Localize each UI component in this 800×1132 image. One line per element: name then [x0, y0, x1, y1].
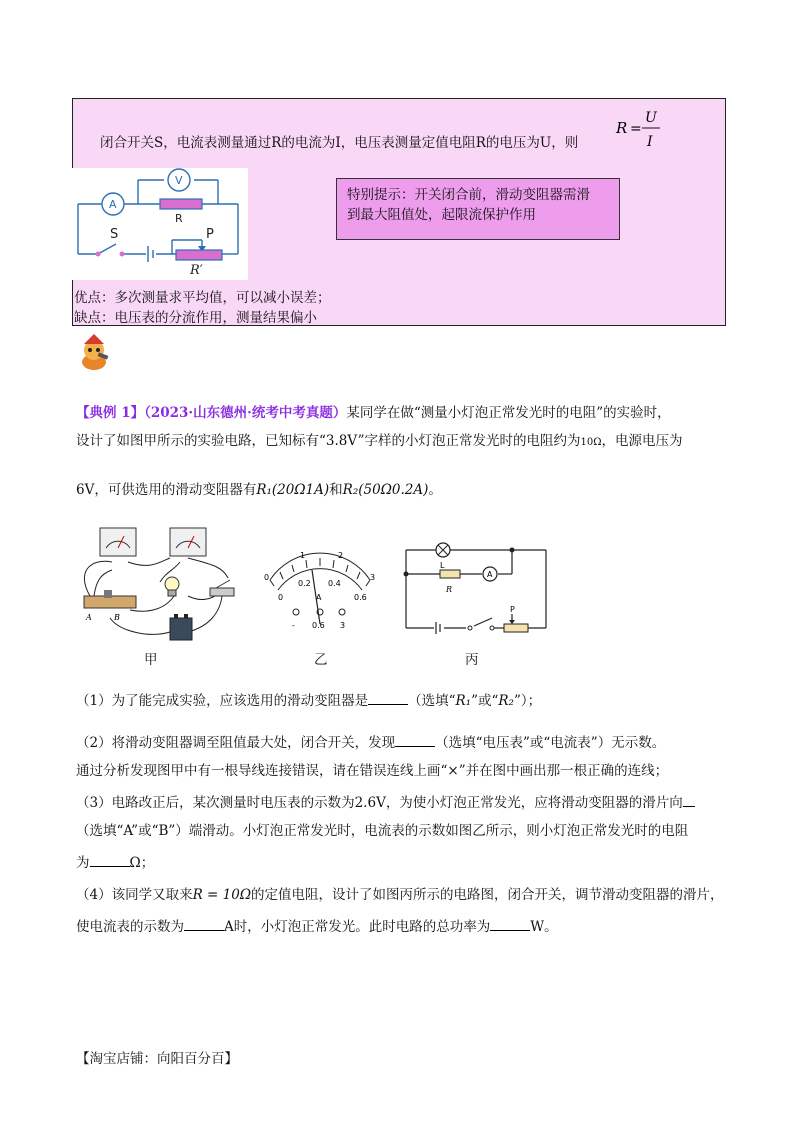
q4-current-blank[interactable] — [184, 916, 224, 931]
q2-answer-blank[interactable] — [395, 732, 435, 747]
terminal-b-label: B — [114, 613, 120, 622]
ammeter-c-label: A — [487, 570, 493, 579]
q1-option-r2: R₂ — [498, 693, 514, 709]
example-line1: 某同学在做“测量小灯泡正常发光时的电阻”的实验时， — [346, 405, 671, 421]
example-line3d: 。 — [428, 482, 442, 498]
scale-bottom-0: 0 — [278, 593, 284, 602]
example-line2a: 设计了如图甲所示的实验电路，已知标有“ — [76, 433, 326, 449]
scale-top-3: 3 — [370, 573, 376, 582]
footer-shop: 【淘宝店铺：向阳百分百】 — [76, 1051, 238, 1067]
rheostat-r2: R₂(50Ω0.2A) — [342, 482, 429, 498]
pros-text: 优点：多次测量求平均值，可以减小误差； — [74, 290, 331, 306]
scale-top-1: 1 — [300, 551, 306, 560]
figure-b-ammeter-dial — [256, 550, 384, 634]
scale-bottom-1: 0.2 — [298, 579, 311, 588]
resistor-r-symbol — [440, 570, 460, 578]
meter-unit: A — [316, 593, 322, 602]
scale-top-0: 0 — [264, 573, 270, 582]
figure-a-physical-circuit — [70, 522, 240, 646]
switch-label: S — [110, 227, 119, 242]
q4-text-d: A时，小灯泡正常发光。此时电路的总功率为 — [224, 919, 491, 935]
resistor-symbol — [160, 199, 202, 209]
q4-text-c: 使电流表的示数为 — [76, 919, 184, 935]
scale-bottom-3: 0.6 — [354, 593, 367, 602]
fig-label-c: 丙 — [465, 652, 479, 668]
q3-direction-blank[interactable] — [683, 792, 695, 807]
tip-line-2: 到最大阻值处，起限流保护作用 — [347, 207, 536, 223]
example-line2c: ，电源电压为 — [601, 433, 683, 449]
supply-voltage: 6V — [76, 482, 95, 498]
q3-text-a: （3）电路改正后，某次测量时电压表的示数为 — [76, 795, 355, 811]
q3-text-b: ，为使小灯泡正常发光，应将滑动变阻器的滑片向 — [385, 795, 683, 811]
q4-text-b: 的定值电阻，设计了如图丙所示的电路图，闭合开关，调节滑动变阻器的滑片， — [251, 887, 724, 903]
slider-label: P — [206, 227, 214, 242]
q2-text-b: （选填“电压表”或“电流表”）无示数。 — [435, 735, 666, 751]
q1-text-d: ”）； — [513, 693, 542, 709]
principle-circuit-diagram — [72, 168, 248, 280]
q1-option-r1: R₁ — [455, 693, 472, 709]
terminal-06: 0.6 — [312, 621, 325, 630]
q4-text-e: W。 — [530, 919, 558, 935]
resist-approx: 10Ω — [580, 437, 602, 448]
resistor-r-label: R — [446, 585, 453, 594]
q2-text-a: （2）将滑动变阻器调至阻值最大处，闭合开关，发现 — [76, 735, 396, 751]
example-line3c: 和 — [329, 482, 343, 498]
rheostat-label: R′ — [190, 263, 203, 278]
example-source: （2023·山东德州·统考中考真题） — [144, 405, 347, 421]
q3-voltage: 2.6V — [354, 795, 386, 811]
q4-resistor-value: R = 10Ω — [192, 887, 252, 903]
lamp-label: L — [440, 561, 445, 570]
q3-text-c: （选填“A”或“B”）端滑动。小灯泡正常发光时，电流表的示数如图乙所示，则小灯泡正常发光时的电阻 — [76, 823, 689, 839]
q1-answer-blank[interactable] — [368, 690, 408, 705]
ammeter-label: A — [109, 198, 117, 211]
formula-lhs: R — [616, 119, 628, 137]
terminal-neg: - — [292, 621, 295, 630]
example-line2b: ”字样的小灯泡正常发光时的电阻约为 — [357, 433, 581, 449]
slider-c-label: P — [510, 605, 515, 614]
q1-text-c: ”或“ — [471, 693, 499, 709]
q4-power-blank[interactable] — [490, 916, 530, 931]
fig-label-a: 甲 — [144, 652, 158, 668]
tip-box — [336, 178, 620, 240]
voltmeter-label: V — [175, 174, 183, 187]
q2-text-c: 通过分析发现图甲中有一根导线连接错误，请在错误连线上画“×”并在图中画出那一根正确的连线； — [76, 763, 669, 779]
example-line3b: ，可供选用的滑动变阻器有 — [94, 482, 257, 498]
rheostat-symbol — [176, 250, 222, 260]
example-tag: 【典例 1】 — [76, 405, 145, 421]
resistor-label: R — [175, 212, 183, 225]
terminal-3: 3 — [340, 621, 346, 630]
fig-label-b: 乙 — [314, 652, 328, 668]
mascot-icon — [76, 332, 112, 372]
scale-top-2: 2 — [338, 551, 344, 560]
q1-text-b: （选填“ — [408, 693, 456, 709]
scale-bottom-2: 0.4 — [328, 579, 341, 588]
q3-text-e: Ω； — [129, 855, 155, 871]
q3-resistance-blank[interactable] — [90, 852, 130, 867]
formula-den: I — [647, 134, 653, 150]
cons-text: 缺点：电压表的分流作用，测量结果偏小 — [74, 310, 317, 326]
voltage-mark: 3.8V — [325, 433, 358, 449]
principle-intro: 闭合开关S，电流表测量通过R的电流为I，电压表测量定值电阻R的电压为U，则 — [100, 135, 579, 151]
q1-text-a: （1）为了能完成实验，应该选用的滑动变阻器是 — [76, 693, 369, 709]
q3-text-d: 为 — [76, 855, 90, 871]
rheostat-c-symbol — [504, 624, 528, 632]
formula-num: U — [645, 110, 657, 126]
resistance-formula — [614, 106, 664, 152]
tip-line-1: 特别提示：开关闭合前，滑动变阻器需滑 — [347, 187, 590, 203]
q4-text-a: （4）该同学又取来 — [76, 887, 193, 903]
svg-text:=: = — [630, 121, 642, 137]
rheostat-r1: R₁(20Ω1A) — [256, 482, 330, 498]
terminal-a-label: A — [86, 613, 92, 622]
figure-c-circuit-schematic — [400, 522, 552, 640]
